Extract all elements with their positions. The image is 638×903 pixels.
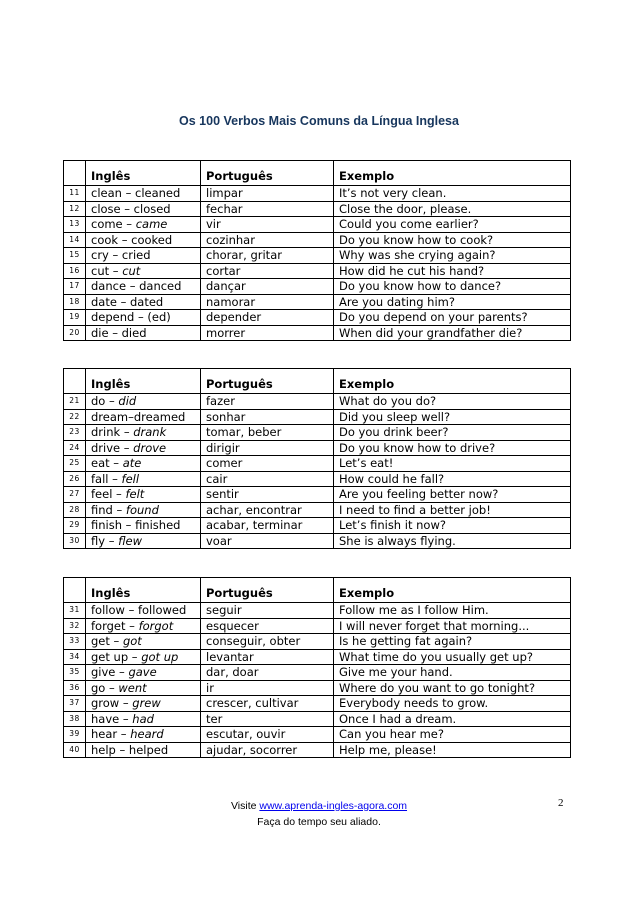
english-verb-past-italic: found — [125, 502, 159, 517]
example-sentence: Are you dating him? — [334, 294, 571, 310]
english-verb-base: help – helped — [91, 742, 169, 757]
english-verb — [86, 665, 201, 681]
row-number: 14 — [64, 232, 86, 248]
table-row — [64, 634, 571, 650]
english-verb-past-italic: forgot — [138, 618, 174, 633]
row-number: 12 — [64, 201, 86, 217]
table-row — [64, 603, 571, 619]
table-row — [64, 649, 571, 665]
english-verb — [86, 471, 201, 487]
table-row — [64, 325, 571, 341]
table-row — [64, 232, 571, 248]
table-row — [64, 727, 571, 743]
table-row — [64, 394, 571, 410]
example-sentence: Why was she crying again? — [334, 248, 571, 264]
header-number-cell — [64, 369, 86, 394]
example-sentence: Where do you want to go tonight? — [334, 680, 571, 696]
row-number: 30 — [64, 533, 86, 549]
table-row — [64, 742, 571, 758]
english-verb-base: do – — [91, 394, 119, 409]
header-example: Exemplo — [334, 578, 571, 603]
portuguese-translation: fazer — [201, 394, 334, 410]
table-row — [64, 186, 571, 202]
portuguese-translation: achar, encontrar — [201, 502, 334, 518]
portuguese-translation: sentir — [201, 487, 334, 503]
example-sentence: Give me your hand. — [334, 665, 571, 681]
row-number: 29 — [64, 518, 86, 534]
verb-table — [63, 160, 571, 341]
header-english: Inglês — [86, 578, 201, 603]
english-verb — [86, 409, 201, 425]
table-row — [64, 201, 571, 217]
english-verb-base: get – — [91, 634, 123, 649]
example-sentence: Everybody needs to grow. — [334, 696, 571, 712]
portuguese-translation: morrer — [201, 325, 334, 341]
english-verb — [86, 263, 201, 279]
header-portuguese: Português — [201, 578, 334, 603]
english-verb-base: drink – — [91, 425, 134, 440]
example-sentence: Do you know how to drive? — [334, 440, 571, 456]
table-row — [64, 471, 571, 487]
portuguese-translation: namorar — [201, 294, 334, 310]
example-sentence: Could you come earlier? — [334, 217, 571, 233]
table-row — [64, 310, 571, 326]
row-number: 27 — [64, 487, 86, 503]
english-verb-base: forget – — [91, 618, 139, 633]
example-sentence: I will never forget that morning... — [334, 618, 571, 634]
english-verb-base: dance – danced — [91, 279, 182, 294]
table-row — [64, 618, 571, 634]
english-verb — [86, 502, 201, 518]
row-number: 36 — [64, 680, 86, 696]
row-number: 11 — [64, 186, 86, 202]
english-verb-base: fly – — [91, 533, 119, 548]
english-verb-base: find – — [91, 502, 126, 517]
english-verb — [86, 618, 201, 634]
example-sentence: Let’s finish it now? — [334, 518, 571, 534]
header-portuguese: Português — [201, 369, 334, 394]
english-verb-past-italic: felt — [125, 487, 145, 502]
english-verb-base: cry – cried — [91, 248, 151, 263]
footer — [0, 798, 638, 830]
english-verb-base: depend – (ed) — [91, 310, 171, 325]
row-number: 25 — [64, 456, 86, 472]
table-row — [64, 440, 571, 456]
header-number-cell — [64, 161, 86, 186]
table-header-row — [64, 578, 571, 603]
english-verb-base: drive – — [91, 440, 134, 455]
table-header-row — [64, 369, 571, 394]
table-row — [64, 487, 571, 503]
row-number: 17 — [64, 279, 86, 295]
header-english: Inglês — [86, 369, 201, 394]
example-sentence: Do you drink beer? — [334, 425, 571, 441]
english-verb-past-italic: fell — [121, 471, 140, 486]
row-number: 26 — [64, 471, 86, 487]
english-verb — [86, 394, 201, 410]
table-row — [64, 425, 571, 441]
row-number: 19 — [64, 310, 86, 326]
row-number: 32 — [64, 618, 86, 634]
portuguese-translation: comer — [201, 456, 334, 472]
header-example: Exemplo — [334, 369, 571, 394]
english-verb — [86, 232, 201, 248]
english-verb — [86, 310, 201, 326]
header-example: Exemplo — [334, 161, 571, 186]
english-verb — [86, 634, 201, 650]
table-row — [64, 665, 571, 681]
example-sentence: Follow me as I follow Him. — [334, 603, 571, 619]
portuguese-translation: escutar, ouvir — [201, 727, 334, 743]
page-title: Os 100 Verbos Mais Comuns da Língua Inglesa — [179, 114, 459, 128]
table-row — [64, 680, 571, 696]
example-sentence: Is he getting fat again? — [334, 634, 571, 650]
table-row — [64, 248, 571, 264]
english-verb-past-italic: cut — [122, 263, 141, 278]
row-number: 24 — [64, 440, 86, 456]
example-sentence: How could he fall? — [334, 471, 571, 487]
row-number: 28 — [64, 502, 86, 518]
english-verb-past-italic: heard — [130, 727, 164, 742]
example-sentence: Do you know how to cook? — [334, 232, 571, 248]
english-verb — [86, 649, 201, 665]
portuguese-translation: cair — [201, 471, 334, 487]
english-verb-base: hear – — [91, 727, 131, 742]
english-verb-base: give – — [91, 665, 129, 680]
english-verb — [86, 680, 201, 696]
portuguese-translation: dar, doar — [201, 665, 334, 681]
english-verb-past-italic: gave — [128, 665, 157, 680]
english-verb-base: date – dated — [91, 294, 164, 309]
portuguese-translation: ter — [201, 711, 334, 727]
english-verb-past-italic: went — [118, 680, 147, 695]
example-sentence: Are you feeling better now? — [334, 487, 571, 503]
english-verb — [86, 742, 201, 758]
example-sentence: Can you hear me? — [334, 727, 571, 743]
row-number: 18 — [64, 294, 86, 310]
english-verb-past-italic: came — [135, 217, 168, 232]
english-verb-base: eat – — [91, 456, 123, 471]
english-verb-past-italic: ate — [122, 456, 142, 471]
english-verb — [86, 294, 201, 310]
english-verb-past-italic: got up — [141, 649, 179, 664]
row-number: 21 — [64, 394, 86, 410]
english-verb-past-italic: drove — [133, 440, 167, 455]
english-verb-base: follow – followed — [91, 603, 187, 618]
english-verb-base: clean – cleaned — [91, 186, 181, 201]
row-number: 37 — [64, 696, 86, 712]
example-sentence: Do you depend on your parents? — [334, 310, 571, 326]
portuguese-translation: depender — [201, 310, 334, 326]
example-sentence: Let’s eat! — [334, 456, 571, 472]
english-verb — [86, 696, 201, 712]
portuguese-translation: cortar — [201, 263, 334, 279]
portuguese-translation: levantar — [201, 649, 334, 665]
english-verb-base: die – died — [91, 325, 147, 340]
english-verb — [86, 727, 201, 743]
table-row — [64, 502, 571, 518]
example-sentence: She is always flying. — [334, 533, 571, 549]
row-number: 38 — [64, 711, 86, 727]
example-sentence: Did you sleep well? — [334, 409, 571, 425]
english-verb — [86, 425, 201, 441]
table-row — [64, 533, 571, 549]
table-row — [64, 294, 571, 310]
english-verb-past-italic: grew — [132, 696, 161, 711]
footer-tagline: Faça do tempo seu aliado. — [257, 816, 381, 828]
portuguese-translation: seguir — [201, 603, 334, 619]
english-verb — [86, 603, 201, 619]
portuguese-translation: voar — [201, 533, 334, 549]
portuguese-translation: chorar, gritar — [201, 248, 334, 264]
english-verb — [86, 186, 201, 202]
portuguese-translation: limpar — [201, 186, 334, 202]
example-sentence: How did he cut his hand? — [334, 263, 571, 279]
english-verb — [86, 440, 201, 456]
table-row — [64, 217, 571, 233]
portuguese-translation: ajudar, socorrer — [201, 742, 334, 758]
english-verb — [86, 248, 201, 264]
portuguese-translation: fechar — [201, 201, 334, 217]
footer-prefix: Visite — [230, 800, 260, 812]
example-sentence: Help me, please! — [334, 742, 571, 758]
header-number-cell — [64, 578, 86, 603]
portuguese-translation: cozinhar — [201, 232, 334, 248]
verb-table — [63, 577, 571, 758]
table-row — [64, 279, 571, 295]
row-number: 35 — [64, 665, 86, 681]
row-number: 33 — [64, 634, 86, 650]
english-verb-base: go – — [91, 680, 119, 695]
example-sentence: Once I had a dream. — [334, 711, 571, 727]
portuguese-translation: sonhar — [201, 409, 334, 425]
row-number: 20 — [64, 325, 86, 341]
english-verb-base: dream–dreamed — [91, 409, 186, 424]
table-header-row — [64, 161, 571, 186]
row-number: 31 — [64, 603, 86, 619]
english-verb — [86, 325, 201, 341]
row-number: 34 — [64, 649, 86, 665]
english-verb-base: cut – — [91, 263, 123, 278]
portuguese-translation: vir — [201, 217, 334, 233]
footer-visit-line — [0, 798, 638, 814]
english-verb — [86, 217, 201, 233]
row-number: 16 — [64, 263, 86, 279]
portuguese-translation: ir — [201, 680, 334, 696]
example-sentence: What do you do? — [334, 394, 571, 410]
table-row — [64, 696, 571, 712]
english-verb — [86, 533, 201, 549]
english-verb — [86, 201, 201, 217]
english-verb-base: come – — [91, 217, 136, 232]
portuguese-translation: crescer, cultivar — [201, 696, 334, 712]
table-row — [64, 456, 571, 472]
english-verb-past-italic: did — [118, 394, 137, 409]
row-number: 13 — [64, 217, 86, 233]
table-row — [64, 409, 571, 425]
page-number: 2 — [558, 797, 564, 809]
row-number: 23 — [64, 425, 86, 441]
portuguese-translation: dirigir — [201, 440, 334, 456]
english-verb-base: cook – cooked — [91, 232, 173, 247]
portuguese-translation: acabar, terminar — [201, 518, 334, 534]
table-row — [64, 711, 571, 727]
english-verb-past-italic: got — [122, 634, 142, 649]
example-sentence: Close the door, please. — [334, 201, 571, 217]
english-verb-base: get up – — [91, 649, 142, 664]
example-sentence: What time do you usually get up? — [334, 649, 571, 665]
english-verb-past-italic: flew — [118, 533, 143, 548]
portuguese-translation: esquecer — [201, 618, 334, 634]
row-number: 39 — [64, 727, 86, 743]
english-verb-base: close – closed — [91, 201, 171, 216]
english-verb-base: grow – — [91, 696, 133, 711]
website-link[interactable]: www.aprenda-ingles-agora.com — [259, 800, 408, 812]
english-verb-base: have – — [91, 711, 133, 726]
row-number: 15 — [64, 248, 86, 264]
example-sentence: I need to find a better job! — [334, 502, 571, 518]
english-verb — [86, 711, 201, 727]
table-row — [64, 518, 571, 534]
example-sentence: When did your grandfather die? — [334, 325, 571, 341]
english-verb-base: feel – — [91, 487, 126, 502]
english-verb-base: finish – finished — [91, 518, 181, 533]
header-portuguese: Português — [201, 161, 334, 186]
example-sentence: Do you know how to dance? — [334, 279, 571, 295]
row-number: 40 — [64, 742, 86, 758]
english-verb-past-italic: had — [132, 711, 154, 726]
example-sentence: It’s not very clean. — [334, 186, 571, 202]
english-verb — [86, 279, 201, 295]
portuguese-translation: dançar — [201, 279, 334, 295]
english-verb — [86, 518, 201, 534]
table-row — [64, 263, 571, 279]
english-verb — [86, 456, 201, 472]
english-verb-base: fall – — [91, 471, 122, 486]
portuguese-translation: tomar, beber — [201, 425, 334, 441]
row-number: 22 — [64, 409, 86, 425]
english-verb-past-italic: drank — [133, 425, 167, 440]
english-verb — [86, 487, 201, 503]
portuguese-translation: conseguir, obter — [201, 634, 334, 650]
verb-table — [63, 368, 571, 549]
header-english: Inglês — [86, 161, 201, 186]
